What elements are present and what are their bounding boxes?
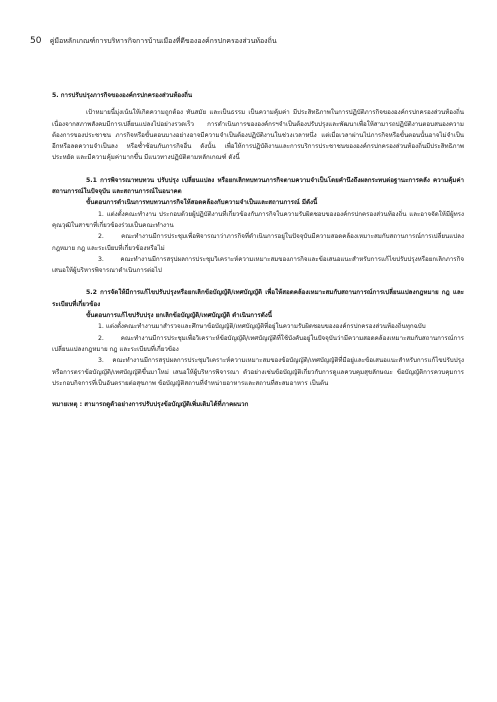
page-number: 50 <box>30 36 42 46</box>
list-item: 2. คณะทำงานมีการประชุมเพื่อวิเคราะห์ข้อบัญญัติ/เทศบัญญัติที่ใช้บังคับอยู่ในปัจจุบันว่ามีความสอดคล้องเหมาะสมกับสถานการณ์การเปลี่ยนแปลงกฎหมาย กฎ และระเบียบที่เกี่ยวข้อง <box>52 334 464 353</box>
running-title: คู่มือหลักเกณฑ์การบริหารกิจการบ้านเมืองที่ดีขององค์กรปกครองส่วนท้องถิ่น <box>49 37 277 45</box>
page-body <box>52 90 464 410</box>
subsection-5-2-steps-heading: ขั้นตอนการแก้ไขปรับปรุง ยกเลิกข้อบัญญัติ/เทศบัญญัติ ดำเนินการดังนี้ <box>86 312 273 320</box>
footnote: หมายเหตุ : สามารถดูตัวอย่างการปรับปรุงข้อบัญญัติเพิ่มเติมได้ที่ภาคผนวก <box>52 401 249 409</box>
section-intro: เป้าหมายนี้มุ่งเน้นให้เกิดความถูกต้อง ทันสมัย และเป็นธรรม เป็นความคุ้มค่า มีประสิทธิภาพในการปฏิบัติภารกิจขององค์กรปกครองส่วนท้องถิ่น เนื่องจากสภาพสังคมมีการเปลี่ยนแปลงไปอย่างรวดเร็ว การดำเนินการขององค์กรฯจำเป็นต้องปรับปรุงและพัฒนาเพื่อให้สามารถปฏิบัติงานตอบสนองความต้องการของประชาชน ภารกิจหรือขั้นตอนบางอย่างอาจมีความจำเป็นต้องปฏิบัติงานในช่วงเวลาหนึ่ง แต่เมื่อเวลาผ่านไปภารกิจหรือขั้นตอนนั้นอาจไม่จำเป็นอีกหรือลดความจำเป็นลง หรือซ้ำซ้อนกับภารกิจอื่น ดังนั้น เพื่อให้การปฏิบัติงานและการบริการประชาชนขององค์กรปกครองส่วนท้องถิ่นมีประสิทธิภาพ ประหยัด และมีความคุ้มค่ามากขึ้น มีแนวทางปฏิบัติตามหลักเกณฑ์ ดังนี้ <box>52 109 464 162</box>
subsection-5-1-heading: 5.1 การพิจารณาทบทวน ปรับปรุง เปลี่ยนแปลง หรือยกเลิกทบทวนภารกิจตามความจำเป็นโดยคำนึงถึงผลกระทบต่อฐานะการคลัง ความคุ้มค่า สถานการณ์ในปัจจุบัน และสถานการณ์ในอนาคต <box>52 176 464 196</box>
section-heading: 5. การปรับปรุงภารกิจขององค์กรปกครองส่วนท้องถิ่น <box>52 92 193 99</box>
list-item: 1. แต่งตั้งคณะทำงาน ประกอบด้วยผู้ปฏิบัติงานที่เกี่ยวข้องกับภารกิจในความรับผิดชอบขององค์กรปกครองส่วนท้องถิ่น และอาจจัดให้มีผู้ทรงคุณวุฒิในสาขาที่เกี่ยวข้องร่วมเป็นคณะทำงาน <box>52 210 464 229</box>
list-item: 3. คณะทำงานมีการสรุปผลการประชุมวิเคราะห์ความเหมาะสมของข้อบัญญัติ/เทศบัญญัติที่มีอยู่และข้อเสนอแนะสำหรับการแก้ไขปรับปรุง หรือการตราข้อบัญญัติ/เทศบัญญัติขึ้นมาใหม่ เสนอให้ผู้บริหารพิจารณา ตัวอย่างเช่นข้อบัญญัติเกี่ยวกับการดูแลควบคุมสุขลักษณะ ข้อบัญญัติการควบคุมการประกอบกิจการที่เป็นอันตรายต่อสุขภาพ ข้อบัญญัติสถานที่จำหน่ายอาหารและสถานที่สะสมอาหาร เป็นต้น <box>52 357 464 387</box>
list-item: 2. คณะทำงานมีการประชุมเพื่อพิจารณาว่าภารกิจที่ดำเนินการอยู่ในปัจจุบันมีความสอดคล้องเหมาะสมกับสถานการณ์การเปลี่ยนแปลงกฎหมาย กฎ และระเบียบที่เกี่ยวข้องหรือไม่ <box>52 233 464 252</box>
list-item: 1. แต่งตั้งคณะทำงานมาสำรวจและศึกษาข้อบัญญัติ/เทศบัญญัติที่อยู่ในความรับผิดชอบขององค์กรปกครองส่วนท้องถิ่นทุกฉบับ <box>98 323 426 331</box>
subsection-5-1-steps-heading: ขั้นตอนการดำเนินการทบทวนภารกิจให้สอดคล้องกับความจำเป็นและสถานการณ์ มีดังนี้ <box>86 199 318 207</box>
list-item: 3. คณะทำงานมีการสรุปผลการประชุมวิเคราะห์ความเหมาะสมของภารกิจและข้อเสนอแนะสำหรับการแก้ไขปรับปรุงหรือยกเลิกภารกิจ เสนอให้ผู้บริหารพิจารณาดำเนินการต่อไป <box>52 255 464 275</box>
subsection-5-2-heading: 5.2 การจัดให้มีการแก้ไขปรับปรุงหรือยกเลิกข้อบัญญัติ/เทศบัญญัติ เพื่อให้สอดคล้องเหมาะสมกับสถานการณ์การเปลี่ยนแปลงกฎหมาย กฎ และระเบียบที่เกี่ยวข้อง <box>52 289 464 308</box>
page-header <box>30 36 470 46</box>
